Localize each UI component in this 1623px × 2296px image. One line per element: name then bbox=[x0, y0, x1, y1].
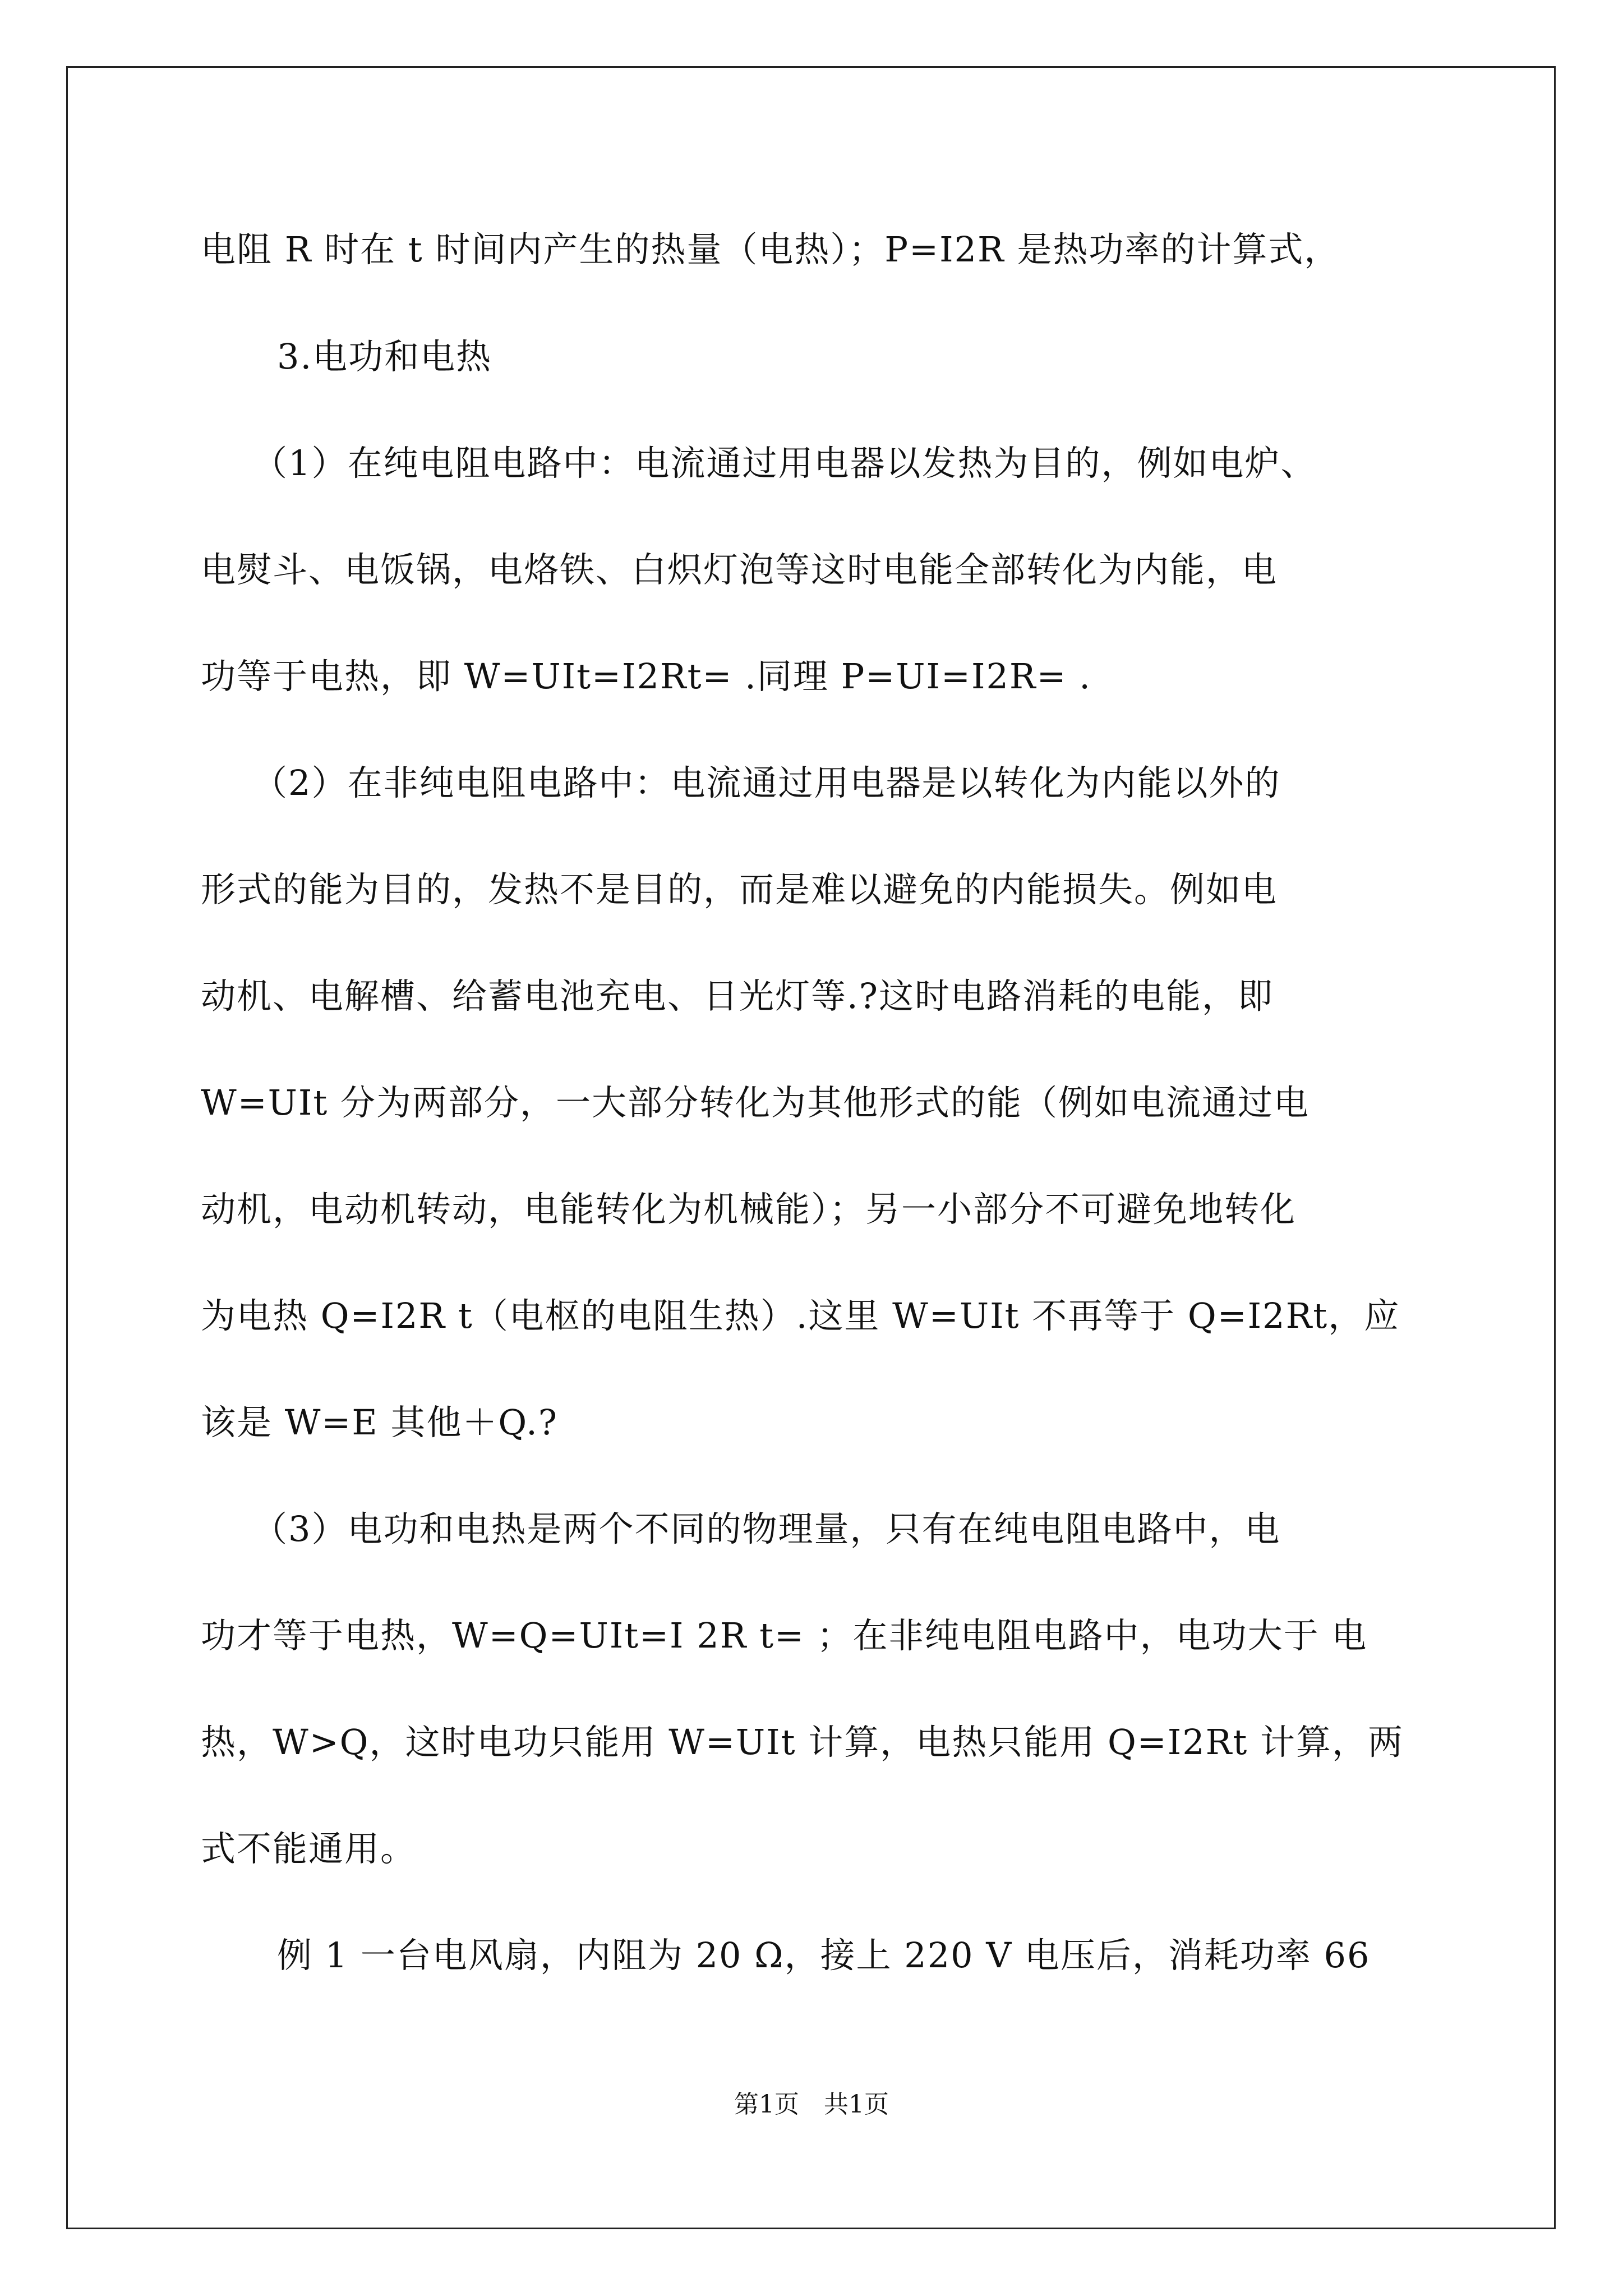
text-line: 功才等于电热，W=Q=UIt=I 2R t= ；在非纯电阻电路中，电功大于 电 bbox=[201, 1615, 1368, 1656]
text-line: 电阻 R 时在 t 时间内产生的热量（电热）；P=I2R 是热功率的计算式， bbox=[201, 229, 1340, 270]
text-line: 动机，电动机转动，电能转化为机械能）；另一小部分不可避免地转化 bbox=[201, 1189, 1297, 1230]
page-number: 第1页 共1页 bbox=[734, 2090, 889, 2119]
text-line: 形式的能为目的，发热不是目的，而是难以避免的内能损失。例如电 bbox=[201, 869, 1278, 910]
text-line: W=UIt 分为两部分，一大部分转化为其他形式的能（例如电流通过电 bbox=[201, 1082, 1310, 1123]
page-border bbox=[66, 66, 1556, 2229]
text-line: 动机、电解槽、给蓄电池充电、日光灯等.?这时电路消耗的电能，即 bbox=[201, 976, 1274, 1016]
text-line: （2）在非纯电阻电路中：电流通过用电器是以转化为内能以外的 bbox=[252, 762, 1281, 803]
text-line: 功等于电热，即 W=UIt=I2Rt= .同理 P=UI=I2R= . bbox=[201, 656, 1091, 697]
text-line: 为电热 Q=I2R t（电枢的电阻生热）.这里 W=UIt 不再等于 Q=I2Rt，应 bbox=[201, 1295, 1400, 1336]
section-heading: 3.电功和电热 bbox=[277, 336, 492, 377]
text-line: 热，W>Q，这时电功只能用 W=UIt 计算，电热只能用 Q=I2Rt 计算，两 bbox=[201, 1722, 1404, 1763]
example-line: 例 1 一台电风扇，内阻为 20 Ω，接上 220 V 电压后，消耗功率 66 bbox=[277, 1935, 1371, 1976]
text-line: （1）在纯电阻电路中：电流通过用电器以发热为目的，例如电炉、 bbox=[252, 443, 1317, 484]
text-line: 式不能通用。 bbox=[201, 1828, 417, 1869]
text-line: 电熨斗、电饭锅，电烙铁、白炽灯泡等这时电能全部转化为内能，电 bbox=[201, 549, 1278, 590]
text-line: （3）电功和电热是两个不同的物理量，只有在纯电阻电路中，电 bbox=[252, 1508, 1281, 1549]
text-line: 该是 W=E 其他＋Q.? bbox=[201, 1402, 559, 1443]
